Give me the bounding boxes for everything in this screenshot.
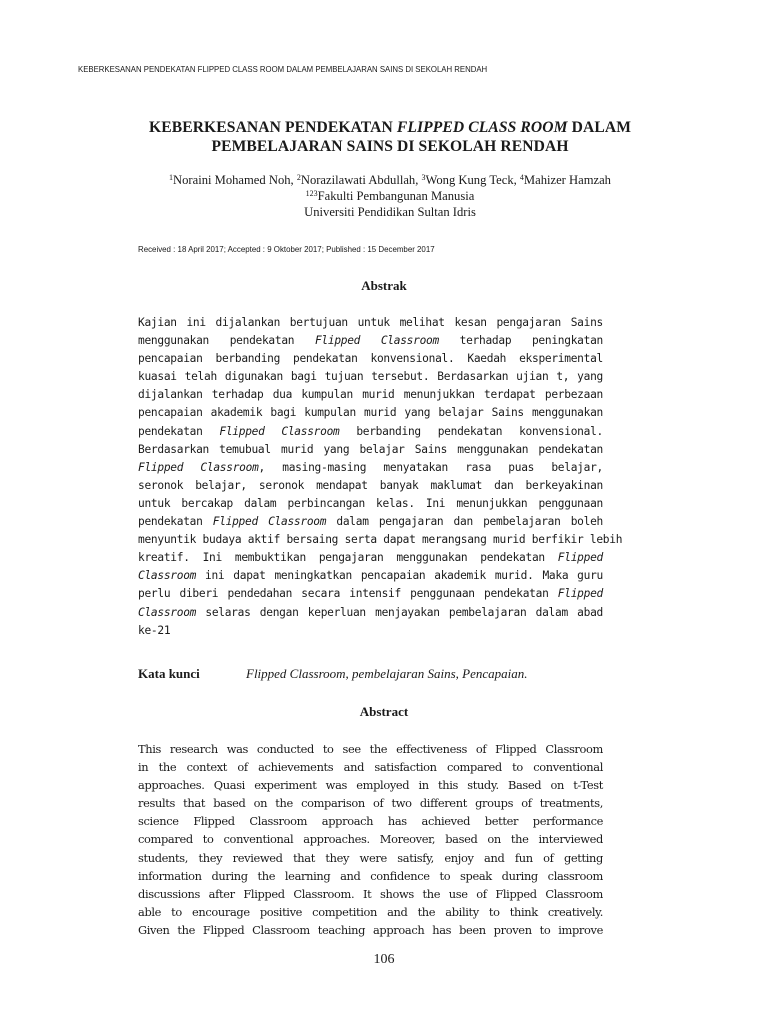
abstrak-text-segment: dalam pengajaran dan pembelajaran boleh [326,515,604,529]
abstrak-line [138,513,603,531]
author-2-name: Norazilawati Abdullah, [300,173,422,187]
university-line: Universiti Pendidikan Sultan Idris [304,205,476,219]
abstrak-line [138,368,603,386]
abstrak-text-segment: seronok belajar, seronok mendapat banyak maklumat dan berkeyakinan [138,478,603,492]
abstract-heading: Abstract [359,704,409,719]
abstrak-line [138,386,603,404]
abstrak-italic-term: Flipped [557,587,603,601]
keywords-label: Kata kunci [138,666,200,681]
page-number: 106 [373,952,395,967]
abstrak-text-segment: , masing-masing menyatakan rasa puas belajar, [258,460,604,474]
abstrak-line [138,404,603,422]
keywords [138,666,608,682]
author-2-sup: 2 [296,173,301,182]
abstrak-text-segment: ini dapat meningkatkan pencapaian akademik murid. Maka guru [196,569,603,583]
abstrak-text-segment: ke-21 [138,623,171,637]
abstrak-text-segment: untuk bercakap dalam perbincangan kelas. Ini menunjukkan penggunaan [138,496,603,510]
abstrak-text-segment: pencapaian akademik bagi kumpulan murid yang belajar Sains menggunakan [138,406,603,420]
abstrak-heading: Abstrak [361,278,407,293]
author-block [90,172,690,220]
abstrak-line [138,332,603,350]
abstrak-line [138,423,603,441]
abstrak-italic-term: Flipped [557,551,603,565]
abstrak-italic-term: Flipped Classroom [212,515,327,529]
author-4-sup: 4 [519,173,524,182]
author-1-name: Noraini Mohamed Noh, [173,173,297,187]
abstrak-line [138,441,603,459]
abstrak-line [138,459,603,477]
abstrak-text-segment: perlu diberi pendedahan secara intensif penggunaan pendekatan [138,587,558,601]
abstrak-line [138,604,603,622]
abstrak-text-segment: selaras dengan keperluan menjayakan pembelajaran dalam abad [196,605,603,619]
abstrak-line [138,314,603,332]
title-line-2: PEMBELAJARAN SAINS DI SEKOLAH RENDAH [211,138,569,155]
abstrak-italic-term: Flipped Classroom [138,460,259,474]
abstrak-text-segment: terhadap peningkatan [438,334,603,348]
abstrak-line [138,477,603,495]
abstrak-text-segment: menyuntik budaya aktif bersaing serta dapat merangsang murid berfikir lebih [138,533,623,547]
abstract-line: in the context of achievements and satisfaction compared to conventional [138,760,603,775]
faculty-line [90,188,690,204]
abstrak-text-segment: Berdasarkan temubual murid yang belajar Sains menggunakan pendekatan [138,442,603,456]
abstrak-italic-term: Flipped Classroom [219,424,340,438]
abstract-line: approaches. Quasi experiment was employed in this study. Based on t-Test [138,778,603,793]
abstrak-line [138,622,603,640]
abstrak-text-segment: dijalankan terhadap dua kumpulan murid menunjukkan terdapat perbezaan [138,388,603,402]
abstrak-line [138,350,603,368]
abstrak-text-segment: pendekatan [138,515,213,529]
title-line-1 [90,118,690,137]
abstract-line: able to encourage positive competition and the ability to think creatively. [138,904,603,919]
abstrak-line [138,495,603,513]
abstrak-body [138,314,623,640]
abstract-line: Given the Flipped Classroom teaching approach has been proven to improve [138,922,603,937]
title-line-1-pre: KEBERKESANAN PENDEKATAN [148,119,397,136]
abstract-body [138,740,603,939]
running-head: KEBERKESANAN PENDEKATAN FLIPPED CLASS ROOM DALAM PEMBELAJARAN SAINS DI SEKOLAH RENDAH [78,64,488,74]
abstrak-line [138,549,603,567]
title-line-1-post: DALAM [567,119,632,136]
abstrak-text-segment: menggunakan pendekatan [138,334,315,348]
abstract-line: discussions after Flipped Classroom. It shows the use of Flipped Classroom [138,886,603,901]
author-list [90,172,690,188]
title-line-1-italic: FLIPPED CLASS ROOM [396,119,568,136]
author-1-sup: 1 [169,173,174,182]
abstrak-italic-term: Classroom [138,569,197,583]
abstrak-line [138,567,603,585]
abstrak-italic-term: Classroom [138,605,197,619]
received-dates: Received : 18 April 2017; Accepted : 9 Oktober 2017; Published : 15 December 2017 [138,244,435,254]
abstract-line: students, they reviewed that they were satisfy, enjoy and fun of getting [138,850,603,865]
abstract-line: compared to conventional approaches. Moreover, based on the interviewed [138,832,603,847]
faculty-sup: 123 [305,189,318,198]
abstrak-text-segment: berbanding pendekatan konvensional. [339,424,603,438]
abstrak-text-segment: kuasai telah digunakan bagi tujuan tersebut. Berdasarkan ujian t, yang [138,370,603,384]
abstrak-text-segment: pencapaian berbanding pendekatan konvensional. Kaedah eksperimental [138,352,603,366]
author-3-name: Wong Kung Teck, [425,173,520,187]
abstrak-italic-term: Flipped Classroom [314,334,439,348]
keywords-value: Flipped Classroom, pembelajaran Sains, Pencapaian. [246,666,528,681]
abstrak-line [138,531,623,549]
abstrak-text-segment: kreatif. Ini membuktikan pengajaran menggunakan pendekatan [138,551,558,565]
faculty-name: Fakulti Pembangunan Manusia [317,189,475,203]
abstract-line: science Flipped Classroom approach has achieved better performance [138,814,603,829]
abstrak-line [138,585,603,603]
author-4-name: Mahizer Hamzah [523,173,611,187]
abstrak-text-segment: pendekatan [138,424,220,438]
abstract-line: results that based on the comparison of two different groups of treatments, [138,796,603,811]
abstract-line: information during the learning and confidence to speak during classroom [138,868,603,883]
author-3-sup: 3 [421,173,426,182]
abstract-line: This research was conducted to see the effectiveness of Flipped Classroom [138,742,603,756]
paper-title [90,118,690,156]
abstrak-text-segment: Kajian ini dijalankan bertujuan untuk melihat kesan pengajaran Sains [138,316,603,329]
